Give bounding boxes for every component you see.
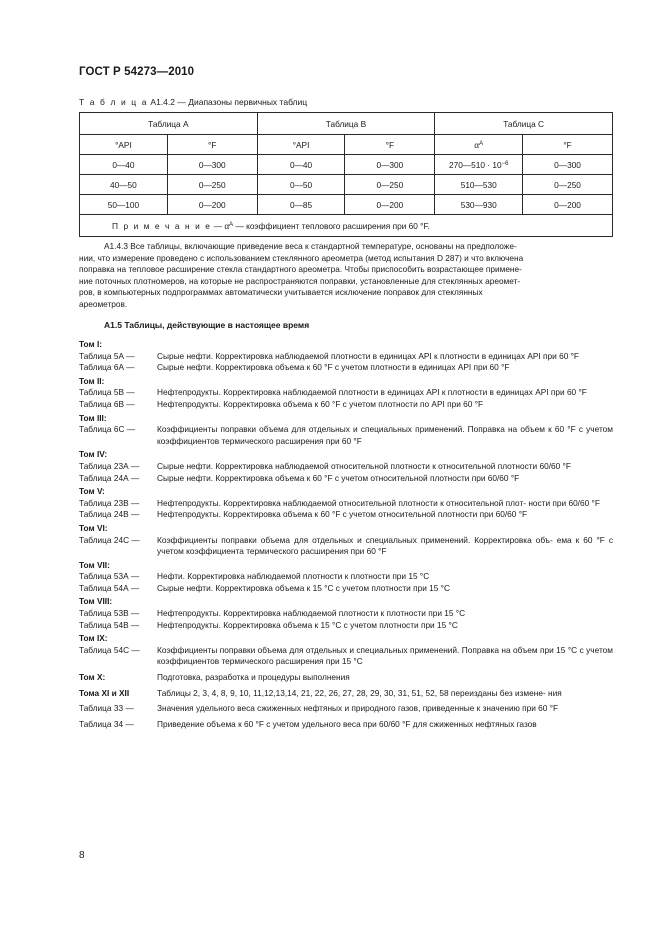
volume-title: Том IV: [79, 449, 108, 460]
table-entry-label: Таблица 5А — [79, 350, 135, 361]
table-cell: 0—40 [80, 155, 168, 175]
table-cell: 0—50 [257, 175, 345, 195]
table-entry-text: Коэффициенты поправки объема для отдельных и специальных применений. Поправка на объем при 15 °С с учетом коэффициентов термического расширения при 15 °С [157, 644, 613, 667]
volume-title: Том IX: [79, 633, 108, 644]
table-row [80, 175, 613, 195]
tail-entry-text: Подготовка, разработка и процедуры выполнения [157, 672, 350, 683]
volume-title: Том VI: [79, 522, 108, 533]
group-header-a: Таблица А [80, 113, 258, 135]
paragraph-a1-4-3 [79, 241, 613, 311]
unit-cell: °API [80, 135, 168, 155]
table-entry [79, 473, 613, 485]
unit-cell: °API [257, 135, 345, 155]
table-note [80, 215, 613, 237]
table-entry-label: Таблица 23А — [79, 460, 140, 471]
paragraph-line: поправка на тепловое расширение стекла стандартного ареометра. Чтобы приспособить возрастающее примене- [79, 264, 522, 275]
unit-cell: °F [523, 135, 613, 155]
table-cell: 50—100 [80, 195, 168, 215]
table-entry-label: Таблица 24В — [79, 509, 140, 520]
table-cell: 0—200 [345, 195, 435, 215]
table-note-row [80, 215, 613, 237]
note-alpha: — α [211, 220, 230, 231]
alpha-range: 270—510 · 10 [448, 159, 502, 170]
ranges-table [79, 112, 613, 237]
table-cell: 0—300 [167, 155, 257, 175]
tail-entry-label: Том X: [79, 672, 106, 683]
paragraph-line: нии, что измерение проведено с использованием стеклянного ареометра (метод испытания D 287) и что включена [79, 252, 524, 263]
table-cell: 0—250 [523, 175, 613, 195]
table-entry [79, 608, 613, 620]
table-entry-text: Нефтепродукты. Корректировка наблюдаемой плотности в единицах API к плотности в единицах API при 60 °F [157, 387, 587, 398]
table-entry-text: Сырые нефти. Корректировка наблюдаемой плотности в единицах API к плотности в единицах API при 60 °F [157, 350, 579, 361]
table-entry [79, 461, 613, 473]
group-header-c: Таблица С [435, 113, 613, 135]
volume-title: Том VII: [79, 559, 110, 570]
table-entry [79, 620, 613, 632]
table-entry-label: Таблица 24С — [79, 534, 140, 545]
table-entry-text: Сырые нефти. Корректировка объема к 60 °F с учетом плотности в единицах API при 60 °F [157, 362, 510, 373]
table-cell: 0—250 [345, 175, 435, 195]
alpha-symbol: α [474, 139, 480, 150]
tail-entry-text: Таблицы 2, 3, 4, 8, 9, 10, 11,12,13,14, 21, 22, 26, 27, 28, 29, 30, 31, 51, 52, 58 переизданы без измене- ния [157, 687, 562, 698]
unit-cell: °F [167, 135, 257, 155]
table-entry [79, 351, 613, 363]
table-row [80, 155, 613, 175]
tail-entry-label: Таблица 33 — [79, 703, 134, 714]
table-cell: 40—50 [80, 175, 168, 195]
unit-cell-alpha [435, 135, 523, 155]
table-cell: 0—200 [523, 195, 613, 215]
table-entry-text: Сырые нефти. Корректировка наблюдаемой относительной плотности к относительной плотности 60/60 °F [157, 460, 571, 471]
table-entry-text: Нефтепродукты. Корректировка наблюдаемой относительной плотности к относительной плот- ности при 60/60 °F [157, 497, 600, 508]
table-entry-text: Нефтепродукты. Корректировка объема к 15 °С с учетом плотности при 15 °С [157, 619, 458, 630]
tail-entry [79, 672, 613, 684]
table-entry-text: Нефти. Корректировка наблюдаемой плотности к плотности при 15 °С [157, 571, 430, 582]
table-entry-label: Таблица 24А — [79, 472, 140, 483]
table-cell: 0—300 [345, 155, 435, 175]
table-entry [79, 571, 613, 583]
volume-title: Том V: [79, 486, 105, 497]
paragraph-line: А1.4.3 Все таблицы, включающие приведение веса к стандартной температуре, основаны на предположе- [104, 241, 517, 251]
paragraph-line: ареометров. [79, 298, 128, 309]
table-caption-word: Т а б л и ц а [79, 97, 149, 107]
table-group-header-row [80, 113, 613, 135]
table-entry-label: Таблица 53А — [79, 571, 140, 582]
group-header-b: Таблица В [257, 113, 435, 135]
table-entry-text: Сырые нефти. Корректировка объема к 60 °F с учетом относительной плотности при 60/60 °F [157, 472, 520, 483]
tail-entry-label: Тома XI и XII [79, 687, 130, 698]
table-cell: 0—40 [257, 155, 345, 175]
table-entry-label: Таблица 53В — [79, 608, 140, 619]
table-entry-text: Нефтепродукты. Корректировка объема к 60 °F с учетом относительной плотности при 60/60 °F [157, 509, 528, 520]
table-entry-label: Таблица 5В — [79, 387, 135, 398]
standard-header: ГОСТ Р 54273—2010 [79, 66, 195, 78]
unit-cell: °F [345, 135, 435, 155]
paragraph-line: ние поточных плотномеров, на которые не распространяются поправки, установленные для стеклянных ареомет- [79, 275, 521, 286]
table-cell [435, 155, 523, 175]
table-cell: 0—250 [167, 175, 257, 195]
table-entry-label: Таблица 54С — [79, 644, 140, 655]
table-caption [79, 97, 307, 107]
note-text: — коэффициент теплового расширения при 60 °F. [233, 220, 430, 231]
table-cell: 0—300 [523, 155, 613, 175]
note-word: П р и м е ч а н и е [112, 220, 212, 231]
alpha-superscript: A [479, 140, 484, 147]
table-entry-label: Таблица 54В — [79, 619, 140, 630]
volume-title: Том II: [79, 375, 105, 386]
table-cell: 0—85 [257, 195, 345, 215]
table-entry [79, 583, 613, 595]
note-superscript: A [229, 221, 234, 228]
tail-entry [79, 719, 613, 731]
tail-entry-label: Таблица 34 — [79, 718, 134, 729]
page-number: 8 [79, 850, 85, 861]
table-caption-rest: А1.4.2 — Диапазоны первичных таблиц [148, 97, 308, 107]
table-entry-text: Коэффициенты поправки объема для отдельных и специальных применений. Поправка на объем к 60 °F с учетом коэффициентов термического расширения при 60 °F [157, 424, 613, 446]
table-entry-label: Таблица 6В — [79, 398, 135, 409]
table-entry [79, 498, 613, 510]
section-title-a1-5: А1.5 Таблицы, действующие в настоящее время [104, 320, 310, 330]
table-entry [79, 399, 613, 411]
exponent-superscript: −6 [501, 160, 509, 167]
table-entry [79, 362, 613, 374]
table-unit-row [80, 135, 613, 155]
table-entry [79, 509, 613, 521]
table-entry-text: Сырые нефти. Корректировка объема к 15 °С с учетом плотности при 15 °С [157, 582, 450, 593]
table-row [80, 195, 613, 215]
table-entry [79, 387, 613, 399]
paragraph-line: ров, в компьютерных подпрограммах автоматически учитывается исключение поправок для стеклянных [79, 287, 483, 298]
table-entry-label: Таблица 54А — [79, 582, 140, 593]
table-cell: 530—930 [435, 195, 523, 215]
table-entry-text: Нефтепродукты. Корректировка наблюдаемой плотности к плотности при 15 °С [157, 608, 466, 619]
table-entry-text: Коэффициенты поправки объема для отдельных и специальных применений. Корректировка объ- ема к 60 °F с учетом коэффициента термического расширения при 60 °F [157, 534, 613, 557]
volume-title: Том I: [79, 339, 103, 349]
tail-entry [79, 688, 613, 700]
table-entry-text: Нефтепродукты. Корректировка объема к 60 °F с учетом плотности по API при 60 °F [157, 398, 484, 409]
tail-entry [79, 703, 613, 715]
table-cell: 0—200 [167, 195, 257, 215]
table-cell: 510—530 [435, 175, 523, 195]
tail-entry-text: Значения удельного веса сжиженных нефтяных и природного газов, приведенные к значению при 60 °F [157, 703, 559, 714]
volume-title: Том VIII: [79, 596, 113, 607]
table-entry-label: Таблица 23В — [79, 497, 140, 508]
table-entry [79, 535, 613, 558]
tail-entry-text: Приведение объема к 60 °F с учетом удельного веса при 60/60 °F для сжиженных нефтяных газов [157, 718, 537, 729]
table-entry [79, 424, 613, 447]
volumes-list [79, 337, 613, 730]
table-entry-label: Таблица 6А — [79, 362, 135, 373]
table-entry [79, 645, 613, 668]
volume-title: Том III: [79, 412, 107, 423]
table-entry-label: Таблица 6С — [79, 424, 136, 435]
